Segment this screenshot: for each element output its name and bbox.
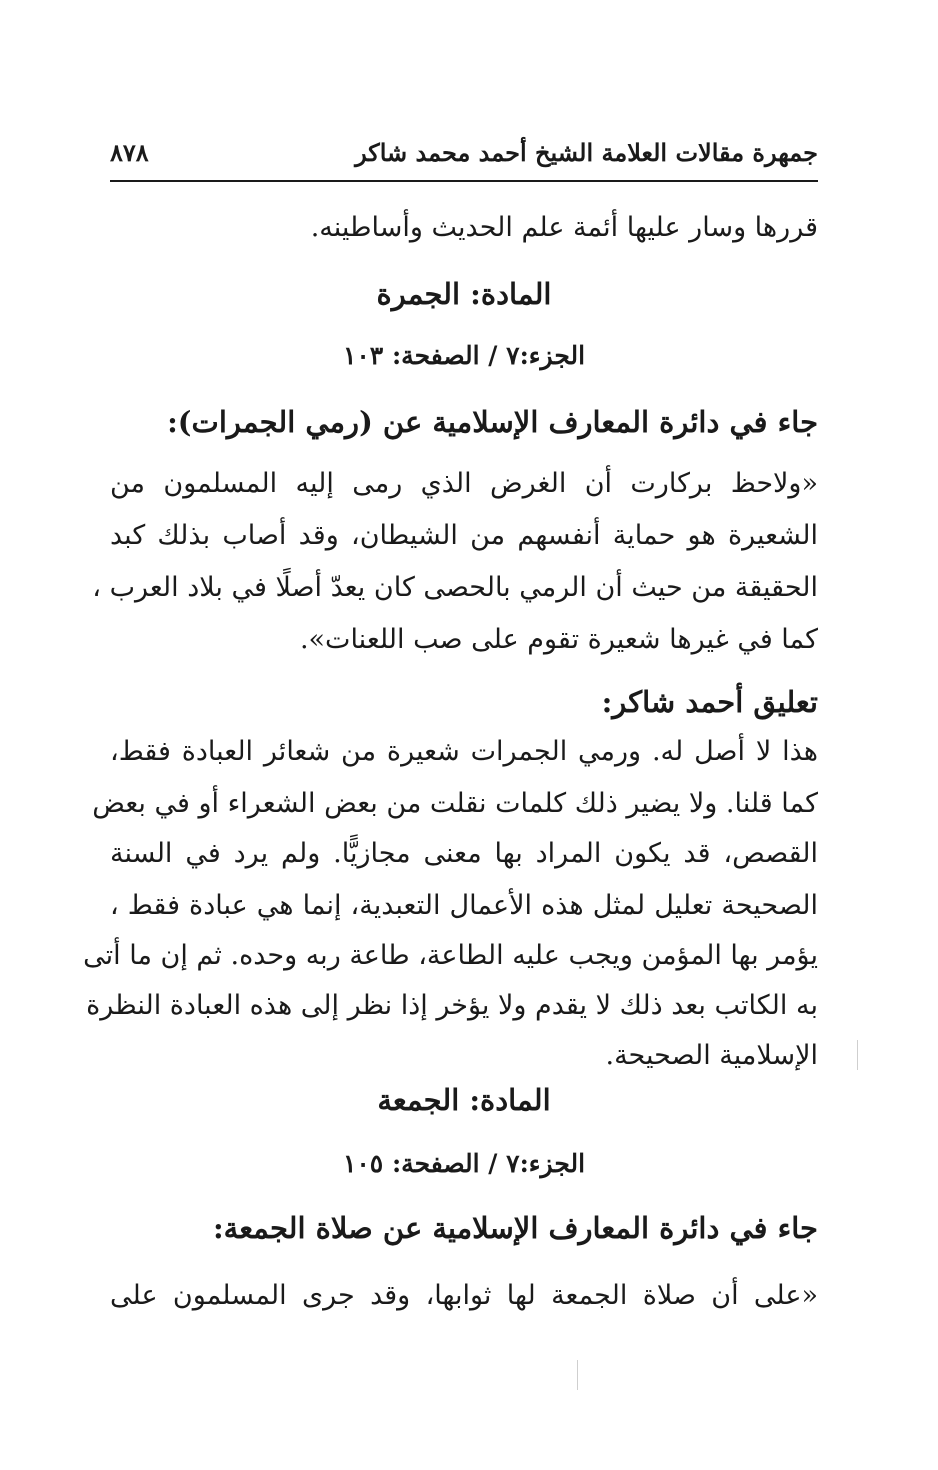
comment-line: الإسلامية الصحيحة.: [605, 1040, 818, 1071]
quote-line: «على أن صلاة الجمعة لها ثوابها، وقد جرى المسلمون على: [110, 1280, 818, 1311]
header-divider: [110, 180, 818, 182]
section-heading-jumua: المادة: الجمعة: [377, 1083, 551, 1117]
scan-mark: [857, 1040, 858, 1070]
running-header-title: جمهرة مقالات العلامة الشيخ أحمد محمد شاكر: [355, 138, 818, 167]
paragraph-line: قررها وسار عليها أئمة علم الحديث وأساطينه.: [310, 212, 818, 243]
comment-line: القصص، قد يكون المراد بها معنى مجازيًّا. ولم يرد في السنة: [110, 838, 818, 869]
comment-line: الصحيحة تعليل لمثل هذه الأعمال التعبدية، إنما هي عبادة فقط ،: [110, 890, 818, 921]
volume-page-reference: الجزء:٧ / الصفحة: ١٠٣: [342, 341, 586, 370]
comment-heading: تعليق أحمد شاكر:: [601, 685, 818, 719]
quote-line: كما في غيرها شعيرة تقوم على صب اللعنات».: [299, 624, 818, 655]
running-header: [110, 134, 818, 180]
page-number: ٨٧٨: [110, 138, 149, 167]
volume-page-reference: الجزء:٧ / الصفحة: ١٠٥: [342, 1149, 586, 1178]
quote-line: «ولاحظ بركارت أن الغرض الذي رمى إليه المسلمون من: [110, 468, 818, 499]
quote-line: الحقيقة من حيث أن الرمي بالحصى كان يعدّ أصلًا في بلاد العرب ،: [92, 572, 818, 603]
section-heading-jamra: المادة: الجمرة: [376, 277, 552, 311]
quote-line: الشعيرة هو حماية أنفسهم من الشيطان، وقد أصاب بذلك كبد: [110, 520, 818, 551]
comment-line: يؤمر بها المؤمن ويجب عليه الطاعة، طاعة ربه وحده. ثم إن ما أتى: [83, 940, 818, 971]
comment-line: كما قلنا. ولا يضير ذلك كلمات نقلت من بعض الشعراء أو في بعض: [92, 788, 818, 819]
scan-mark: [577, 1360, 578, 1390]
source-heading: جاء في دائرة المعارف الإسلامية عن (رمي الجمرات):: [167, 405, 818, 439]
comment-line: به الكاتب بعد ذلك لا يقدم ولا يؤخر إذا نظر إلى هذه العبادة النظرة: [86, 990, 818, 1021]
source-heading: جاء في دائرة المعارف الإسلامية عن صلاة الجمعة:: [212, 1211, 818, 1245]
comment-line: هذا لا أصل له. ورمي الجمرات شعيرة من شعائر العبادة فقط،: [110, 736, 818, 767]
